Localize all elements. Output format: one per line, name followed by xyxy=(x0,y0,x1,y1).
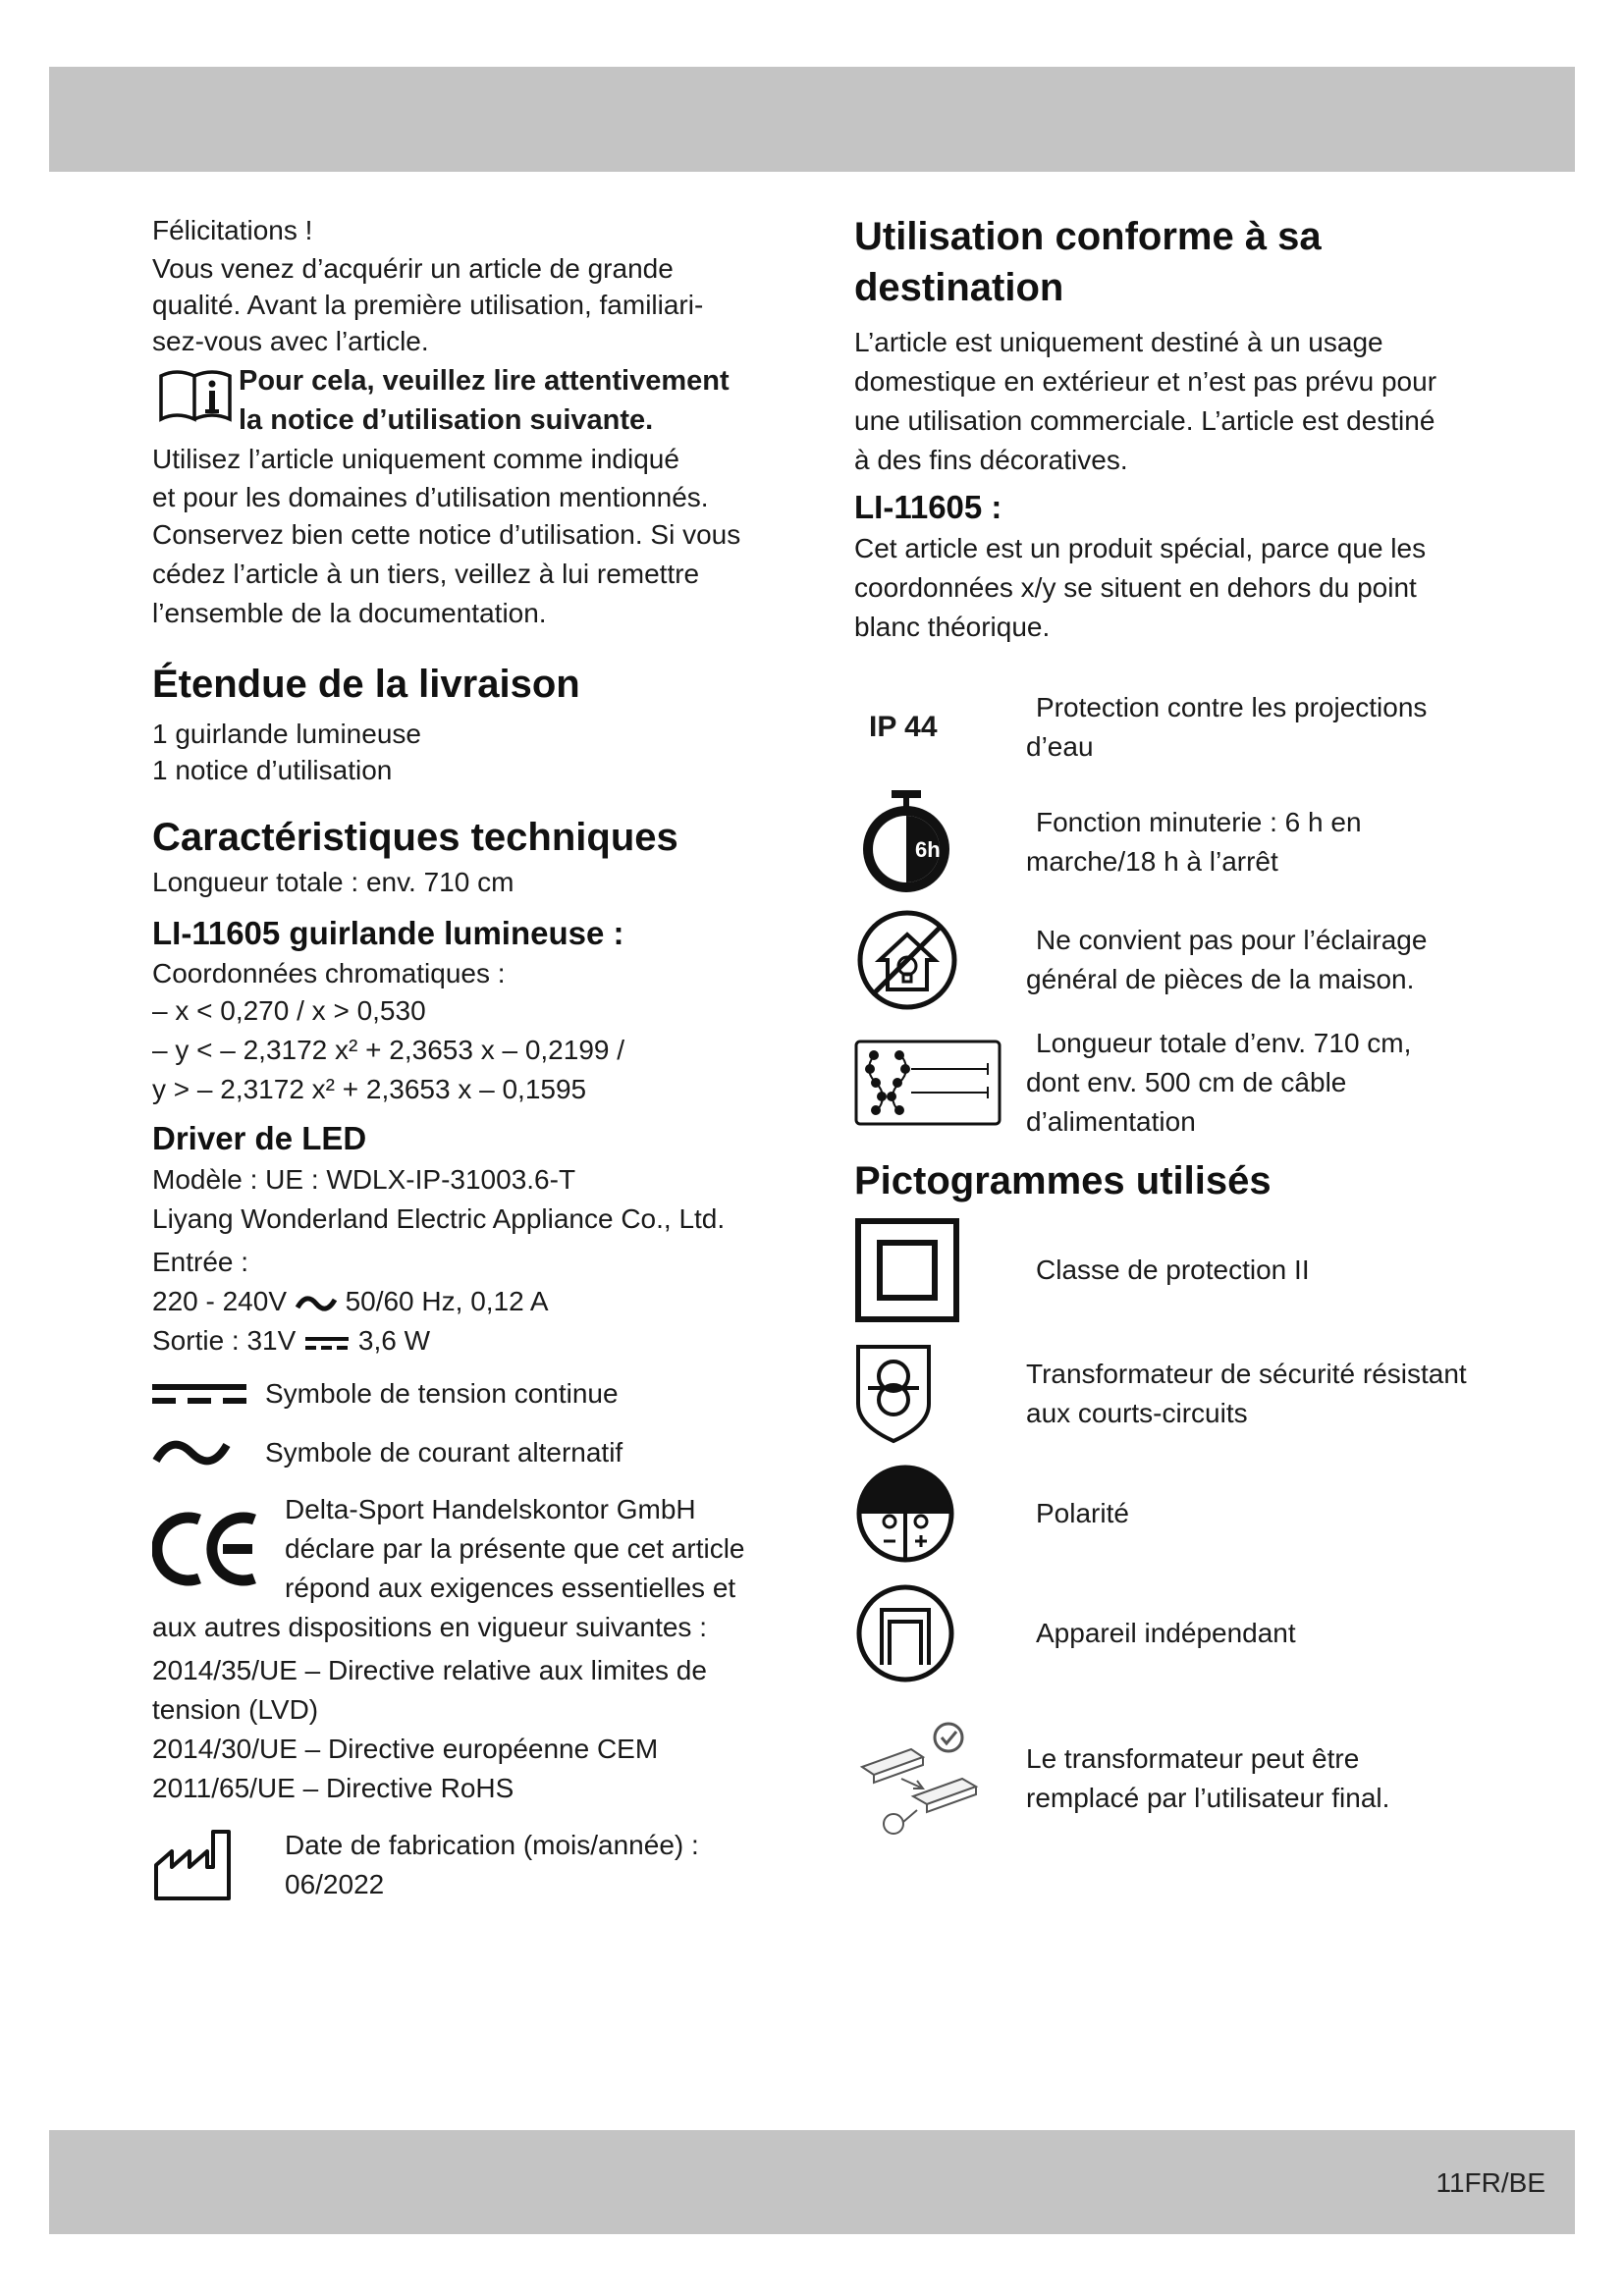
ce-line: aux autres dispositions en vigueur suivantes : xyxy=(152,1612,707,1642)
driver-model: Modèle : UE : WDLX-IP-31003.6-T xyxy=(152,1164,576,1195)
feature-text: dont env. 500 cm de câble xyxy=(1026,1067,1347,1097)
output-voltage: Sortie : 31V xyxy=(152,1325,297,1356)
pictogram-text: Appareil indépendant xyxy=(1036,1618,1296,1648)
factory-icon xyxy=(152,1826,285,1904)
garland-length-icon xyxy=(854,1040,1026,1126)
ac-inline-icon xyxy=(295,1292,338,1315)
feature-text: d’eau xyxy=(1026,731,1094,762)
directive-line: 2014/30/UE – Directive européenne CEM xyxy=(152,1734,659,1764)
usage-title: destination xyxy=(854,266,1064,309)
pictogram-item xyxy=(854,1715,1492,1842)
usage-title: Utilisation conforme à sa xyxy=(854,215,1322,258)
usage-text: à des fins décoratives. xyxy=(854,445,1128,475)
feature-text: général de pièces de la maison. xyxy=(1026,964,1415,994)
usage-line: Utilisez l’article uniquement comme indiqué xyxy=(152,444,679,474)
product-subtitle: LI-11605 guirlande lumineuse : xyxy=(152,915,624,951)
directive-line: 2014/35/UE – Directive relative aux limites de xyxy=(152,1655,707,1685)
replaceable-transformer-icon xyxy=(854,1720,1026,1838)
output-rest: 3,6 W xyxy=(357,1325,431,1356)
ac-symbol-row xyxy=(152,1433,781,1472)
delivery-title: Étendue de la livraison xyxy=(152,663,580,706)
pictogram-text: remplacé par l’utilisateur final. xyxy=(1026,1783,1390,1813)
ce-line: déclare par la présente que cet article xyxy=(285,1533,745,1564)
directive-line: 2011/65/UE – Directive RoHS xyxy=(152,1773,514,1803)
dc-symbol-icon xyxy=(152,1380,265,1408)
input-label: Entrée : xyxy=(152,1247,249,1277)
intro-line: qualité. Avant la première utilisation, familiari- xyxy=(152,290,704,320)
pictogram-text: aux courts-circuits xyxy=(1026,1398,1248,1428)
feature-text: d’alimentation xyxy=(1026,1106,1196,1137)
dc-symbol-text: Symbole de tension continue xyxy=(265,1378,619,1409)
input-voltage: 220 - 240V xyxy=(152,1286,287,1316)
timer-icon xyxy=(854,788,1026,896)
driver-maker: Liyang Wonderland Electric Appliance Co., Ltd. xyxy=(152,1203,726,1234)
special-text: coordonnées x/y se situent en dehors du point xyxy=(854,572,1417,603)
notice-bold: la notice d’utilisation suivante. xyxy=(239,404,654,436)
pictogram-text: Polarité xyxy=(1036,1498,1129,1528)
feature-text: marche/18 h à l’arrêt xyxy=(1026,846,1278,877)
ce-mark-icon xyxy=(152,1490,285,1608)
feature-ip44 xyxy=(854,688,1492,767)
feature-text: Ne convient pas pour l’éclairage xyxy=(1036,925,1428,955)
pictogram-item xyxy=(854,1462,1492,1566)
pictograms-title: Pictogrammes utilisés xyxy=(854,1159,1272,1202)
left-column xyxy=(152,211,781,1904)
input-line xyxy=(152,1282,781,1321)
feature-length xyxy=(854,1024,1492,1142)
feature-text: Protection contre les projections xyxy=(1036,692,1428,722)
special-text: blanc théorique. xyxy=(854,612,1051,642)
delivery-item: 1 guirlande lumineuse xyxy=(152,719,421,749)
ce-line: répond aux exigences essentielles et xyxy=(285,1573,736,1603)
mfg-label: Date de fabrication (mois/année) : xyxy=(285,1830,699,1860)
protection-class-ii-icon xyxy=(854,1217,1026,1323)
greeting: Félicitations ! xyxy=(152,215,313,245)
pictogram-item xyxy=(854,1340,1492,1448)
pictogram-item xyxy=(854,1581,1492,1685)
coord-line: – y < – 2,3172 x² + 2,3653 x – 0,2199 / xyxy=(152,1035,625,1065)
read-notice xyxy=(152,361,781,440)
dc-inline-icon xyxy=(303,1333,351,1353)
intro-line: Vous venez d’acquérir un article de grande xyxy=(152,253,674,284)
independent-device-icon xyxy=(854,1582,1026,1684)
usage-text: domestique en extérieur et n’est pas prévu pour xyxy=(854,366,1437,397)
usage-line: et pour les domaines d’utilisation mentionnés. xyxy=(152,482,709,512)
ac-symbol-text: Symbole de courant alternatif xyxy=(265,1437,623,1468)
dc-symbol-row xyxy=(152,1374,781,1414)
special-subtitle: LI-11605 : xyxy=(854,489,1002,525)
feature-timer xyxy=(854,788,1492,896)
notice-bold: Pour cela, veuillez lire attentivement xyxy=(239,365,730,397)
ip44-label: IP 44 xyxy=(869,711,938,743)
pictogram-text: Le transformateur peut être xyxy=(1026,1743,1360,1774)
ac-symbol-icon xyxy=(152,1435,265,1470)
pictogram-text: Classe de protection II xyxy=(1036,1255,1310,1285)
mfg-value: 06/2022 xyxy=(285,1869,385,1899)
total-length: Longueur totale : env. 710 cm xyxy=(152,867,514,897)
book-info-icon xyxy=(152,361,239,430)
coord-line: – x < 0,270 / x > 0,530 xyxy=(152,995,426,1026)
footer-bar xyxy=(49,2130,1575,2234)
safety-transformer-icon xyxy=(854,1343,1026,1445)
usage-text: L’article est uniquement destiné à un usage xyxy=(854,327,1383,357)
driver-title: Driver de LED xyxy=(152,1120,367,1156)
feature-text: Fonction minuterie : 6 h en xyxy=(1036,807,1362,837)
input-rest: 50/60 Hz, 0,12 A xyxy=(345,1286,549,1316)
specs-title: Caractéristiques techniques xyxy=(152,816,678,859)
delivery-item: 1 notice d’utilisation xyxy=(152,755,393,785)
pictogram-item xyxy=(854,1216,1492,1324)
usage-text: une utilisation commerciale. L’article est destiné xyxy=(854,405,1435,436)
usage-line: l’ensemble de la documentation. xyxy=(152,598,547,628)
feature-text: Longueur totale d’env. 710 cm, xyxy=(1036,1028,1412,1058)
usage-line: cédez l’article à un tiers, veillez à lui remettre xyxy=(152,559,700,589)
ce-line: Delta-Sport Handelskontor GmbH xyxy=(285,1494,696,1524)
directive-line: tension (LVD) xyxy=(152,1694,319,1725)
pictogram-text: Transformateur de sécurité résistant xyxy=(1026,1359,1467,1389)
right-column xyxy=(854,211,1492,1842)
svg-text:6h: 6h xyxy=(915,837,941,862)
usage-line: Conservez bien cette notice d’utilisation. Si vous xyxy=(152,519,741,550)
intro-line: sez-vous avec l’article. xyxy=(152,326,429,356)
page-number: 11FR/BE xyxy=(1435,2167,1545,2198)
polarity-icon xyxy=(854,1463,1026,1565)
ce-declaration xyxy=(152,1490,781,1608)
header-bar xyxy=(49,67,1575,172)
coords-label: Coordonnées chromatiques : xyxy=(152,958,506,988)
special-text: Cet article est un produit spécial, parce que les xyxy=(854,533,1427,563)
coord-line: y > – 2,3172 x² + 2,3653 x – 0,1595 xyxy=(152,1074,587,1104)
feature-no-room-lighting xyxy=(854,906,1492,1014)
manufacturing-date xyxy=(152,1826,781,1904)
no-house-lighting-icon xyxy=(854,907,1026,1013)
output-line xyxy=(152,1321,781,1361)
